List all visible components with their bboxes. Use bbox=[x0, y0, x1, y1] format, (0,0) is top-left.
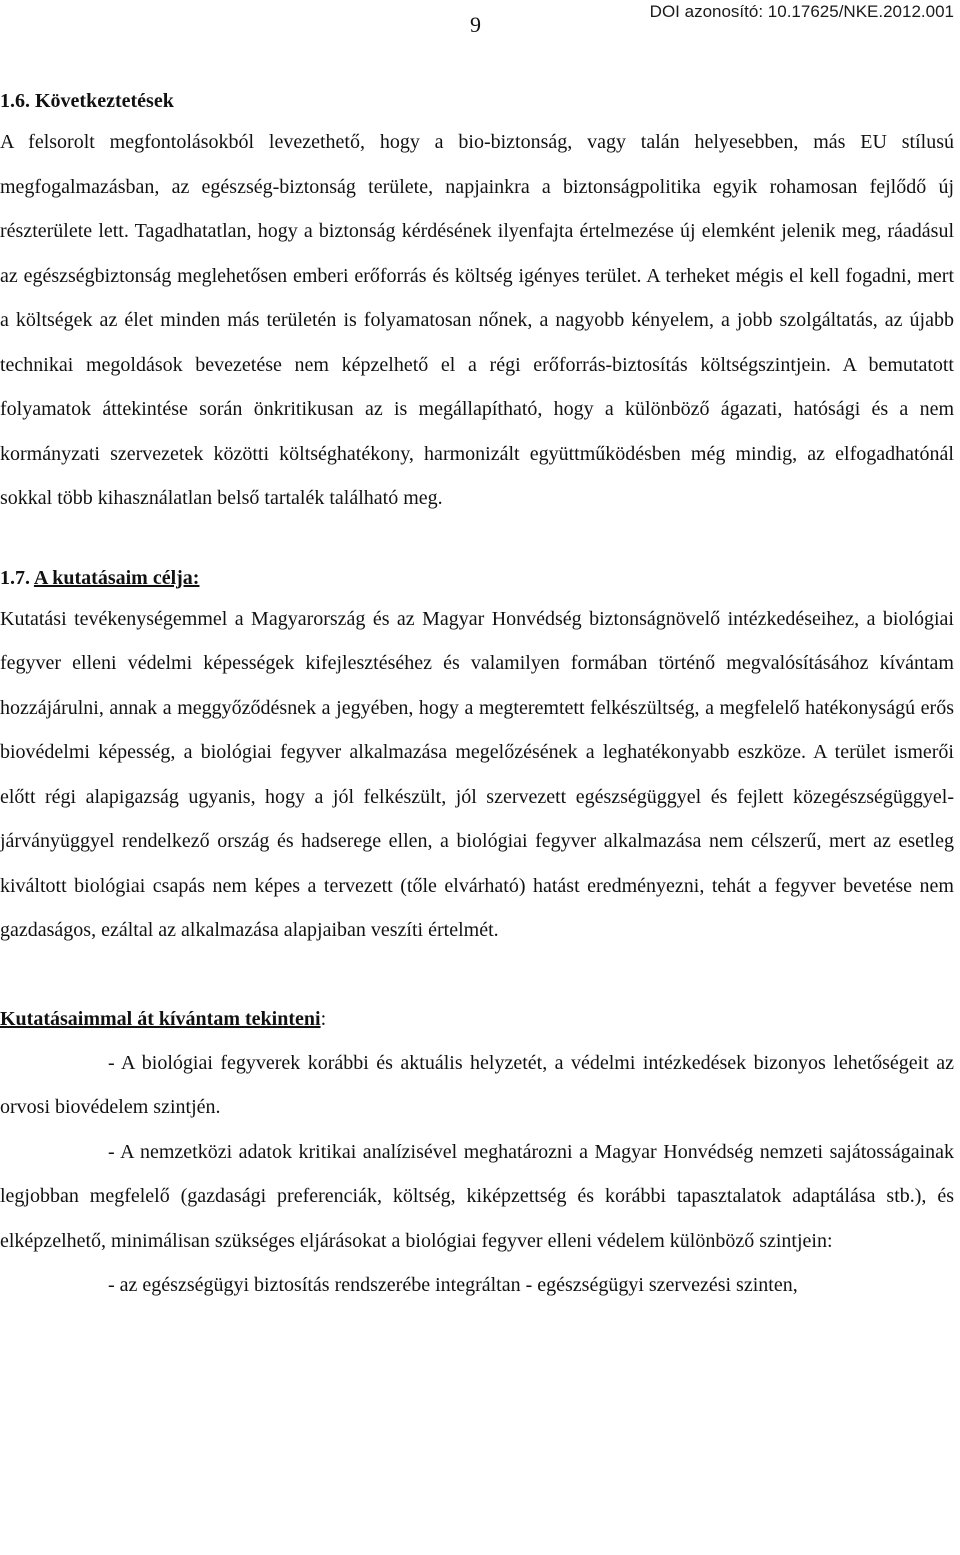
section-heading-conclusions: 1.6. Következtetések bbox=[0, 90, 174, 112]
paragraph-research-goal: Kutatási tevékenységemmel a Magyarország és az Magyar Honvédség biztonságnövelő intézkedéseihez, a biológiai fegyver elleni védelmi képességek kifejlesztéséhez és valamilyen formában történő megvalósításához kívántam hozzájárulni, annak a meggyőződésnek a jegyében, hogy a megteremtett felkészültség, a megfelelő hatékonyságú erős biovédelmi képesség, a biológiai fegyver alkalmazása megelőzésének a leghatékonyabb eszköze. A terület ismerői előtt régi alapigazság ugyanis, hogy a jól felkészült, jól szervezett egészségüggyel és fejlett közegészségüggyel-járványüggyel rendelkező ország és hadserege ellen, a biológiai fegyver alkalmazása nem célszerű, mert az esetleg kiváltott biológiai csapás nem képes a tervezett (tőle elvárható) hatást eredményezni, tehát a fegyver bevetése nem gazdaságos, ezáltal az alkalmazása alapjaiban veszíti értelmét. bbox=[0, 607, 954, 941]
section-number: 1.7. bbox=[0, 566, 34, 589]
list-item-3: - az egészségügyi biztosítás rendszerébe integráltan - egészségügyi szervezési szinten, bbox=[108, 1274, 798, 1296]
section-title: A kutatásaim célja: bbox=[33, 566, 200, 589]
page-number: 9 bbox=[470, 12, 481, 37]
subheading-colon: : bbox=[320, 1007, 327, 1030]
paragraph-conclusions: A felsorolt megfontolásokból levezethető, hogy a bio-biztonság, vagy talán helyesebben, más EU stílusú megfogalmazásban, az egészség-biztonság területe, napjainkra a biztonságpolitika egyik rohamosan fejlődő új részterülete lett. Tagadhatatlan, hogy a biztonság kérdésének ilyenfajta értelmezése új elemként jelenik meg, ráadásul az egészségbiztonság meglehetősen emberi erőforrás és költség igényes terület. A terheket mégis el kell fogadni, mert a költségek az élet minden más területén is folyamatosan nőnek, a nagyobb kényelem, a jobb szolgáltatás, az újabb technikai megoldások bevezetése nem képzelhető el a régi erőforrás-biztosítás költségszintjein. A bemutatott folyamatok áttekintése során önkritikusan az is megállapítható, hogy a különböző ágazati, hatósági és a nem kormányzati szervezetek közötti költséghatékony, harmonizált együttműködésben még mindig, az elfogadhatónál sokkal több kihasználatlan belső tartalék található meg. bbox=[0, 131, 954, 509]
section-heading-research-goal bbox=[0, 559, 954, 597]
list-item-2: - A nemzetközi adatok kritikai analízisével meghatározni a Magyar Honvédség nemzeti sajátosságainak legjobban megfelelő (gazdasági preferenciák, költség, kiképzettség és korábbi tapasztalatok adaptálása stb.), és elképzelhető, minimálisan szükséges eljárásokat a biológiai fegyver elleni védelem különböző szintjein: bbox=[0, 1140, 954, 1252]
doi-header: DOI azonosító: 10.17625/NKE.2012.001 bbox=[649, 2, 954, 21]
document-body bbox=[0, 82, 954, 1308]
list-item-1: - A biológiai fegyverek korábbi és aktuális helyzetét, a védelmi intézkedések bizonyos lehetőségeit az orvosi biovédelem szintjén. bbox=[0, 1051, 954, 1118]
subheading-text: Kutatásaimmal át kívántam tekinteni bbox=[0, 1007, 321, 1030]
subheading-research-review bbox=[0, 997, 954, 1041]
